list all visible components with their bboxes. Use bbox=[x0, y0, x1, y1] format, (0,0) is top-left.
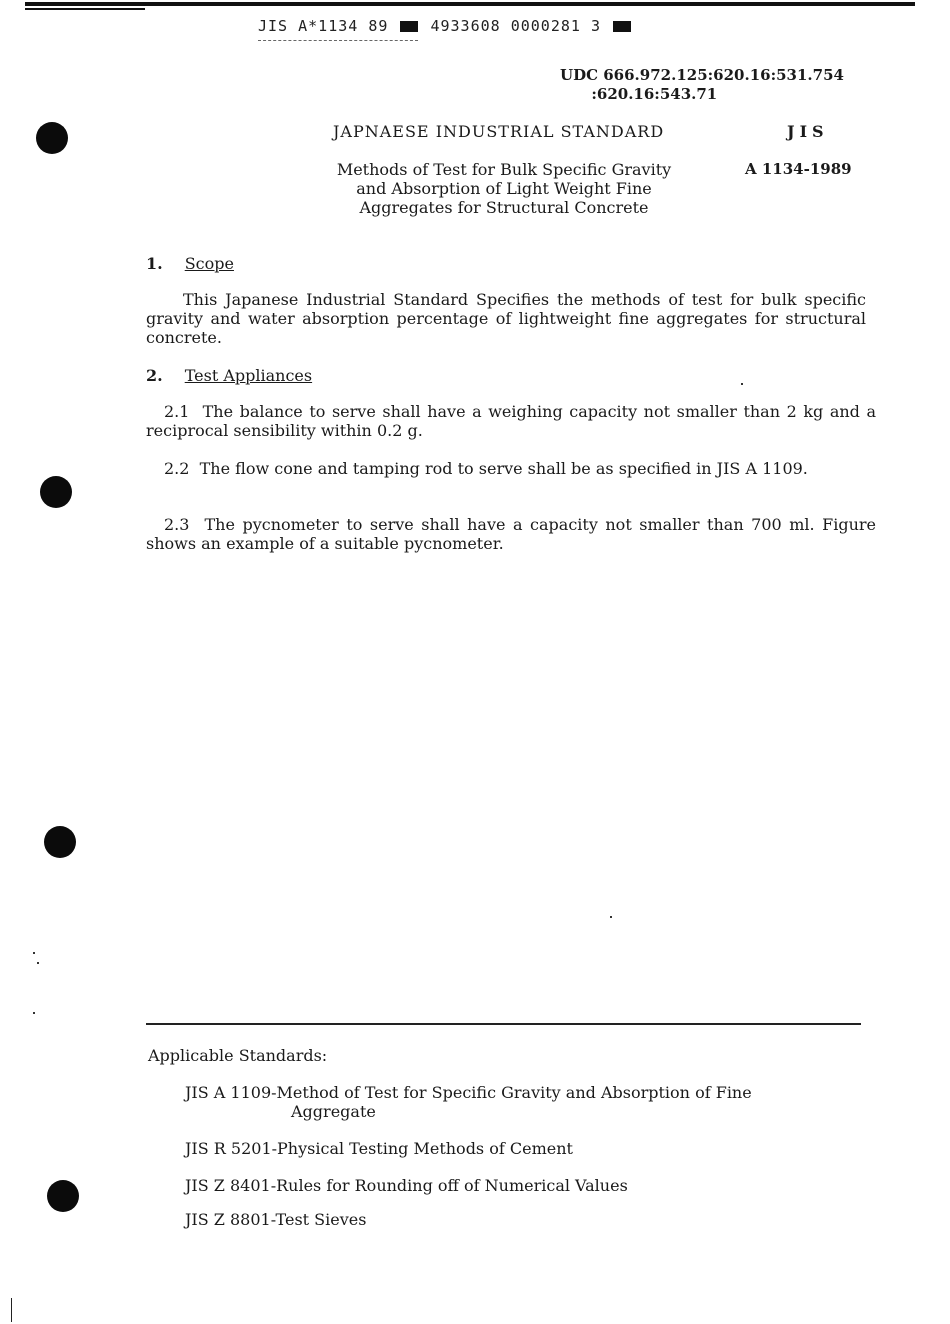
clause-text: The pycnometer to serve shall have a capacity not smaller than 700 ml. Figure shows an example of a suitable pycnometer. bbox=[146, 515, 876, 553]
udc-line-2: :620.16:543.71 bbox=[591, 85, 718, 103]
title-line-2: and Absorption of Light Weight Fine bbox=[356, 179, 652, 198]
applicable-standards-heading: Applicable Standards: bbox=[148, 1046, 328, 1065]
document-code-header bbox=[258, 17, 633, 35]
punch-hole bbox=[47, 1180, 79, 1212]
scan-speck bbox=[37, 962, 39, 964]
document-code-right: 4933608 0000281 3 bbox=[430, 17, 601, 35]
redaction-block bbox=[613, 21, 631, 32]
clause-2-3 bbox=[146, 515, 876, 553]
document-code-left: JIS A*1134 89 bbox=[258, 17, 389, 35]
punch-hole bbox=[40, 476, 72, 508]
clause-number: 2.2 bbox=[164, 459, 190, 478]
title-line-3: Aggregates for Structural Concrete bbox=[359, 198, 649, 217]
clause-2-1 bbox=[146, 402, 876, 440]
section-number: 1. bbox=[146, 254, 163, 273]
top-scan-line-2 bbox=[25, 8, 145, 10]
scan-speck bbox=[741, 383, 743, 385]
reference-item: JIS R 5201-Physical Testing Methods of Cement bbox=[185, 1139, 573, 1158]
standard-number: A 1134-1989 bbox=[745, 160, 852, 178]
scan-speck bbox=[33, 952, 35, 954]
scan-speck bbox=[33, 1012, 35, 1014]
redaction-block bbox=[400, 21, 418, 32]
reference-item: JIS Z 8401-Rules for Rounding off of Numerical Values bbox=[185, 1176, 628, 1195]
title-line-1: Methods of Test for Bulk Specific Gravity bbox=[336, 160, 672, 179]
scan-speck bbox=[610, 916, 612, 918]
clause-text: The flow cone and tamping rod to serve shall be as specified in JIS A 1109. bbox=[199, 459, 808, 478]
section-number: 2. bbox=[146, 366, 163, 385]
clause-number: 2.1 bbox=[164, 402, 190, 421]
jis-mark: JIS bbox=[787, 122, 829, 141]
scope-paragraph: This Japanese Industrial Standard Specifies the methods of test for bulk specific gravity and water absorption percentage of lightweight fine aggregates for structural concrete. bbox=[146, 290, 866, 347]
clause-2-2 bbox=[146, 459, 876, 478]
top-scan-line bbox=[25, 2, 915, 6]
reference-continuation: Aggregate bbox=[291, 1102, 376, 1121]
header-scan-dashes bbox=[258, 40, 418, 42]
section-appliances-heading bbox=[146, 366, 312, 385]
clause-text: The balance to serve shall have a weighing capacity not smaller than 2 kg and a reciprocal sensibility within 0.2 g. bbox=[146, 402, 877, 440]
reference-item bbox=[185, 1083, 752, 1121]
document-title bbox=[304, 160, 704, 217]
footnote-divider bbox=[146, 1023, 861, 1025]
section-scope-heading bbox=[146, 254, 234, 273]
clause-number: 2.3 bbox=[164, 515, 190, 534]
udc-line-1: UDC 666.972.125:620.16:531.754 bbox=[560, 66, 844, 84]
section-title: Scope bbox=[184, 254, 234, 273]
page-edge-mark bbox=[11, 1298, 12, 1322]
punch-hole bbox=[44, 826, 76, 858]
udc-classification bbox=[560, 66, 844, 104]
reference-item: JIS Z 8801-Test Sieves bbox=[185, 1210, 367, 1229]
section-title: Test Appliances bbox=[184, 366, 313, 385]
standard-name: JAPNAESE INDUSTRIAL STANDARD bbox=[333, 122, 665, 141]
punch-hole bbox=[36, 122, 68, 154]
reference-text: JIS A 1109-Method of Test for Specific Gravity and Absorption of Fine bbox=[185, 1083, 752, 1102]
